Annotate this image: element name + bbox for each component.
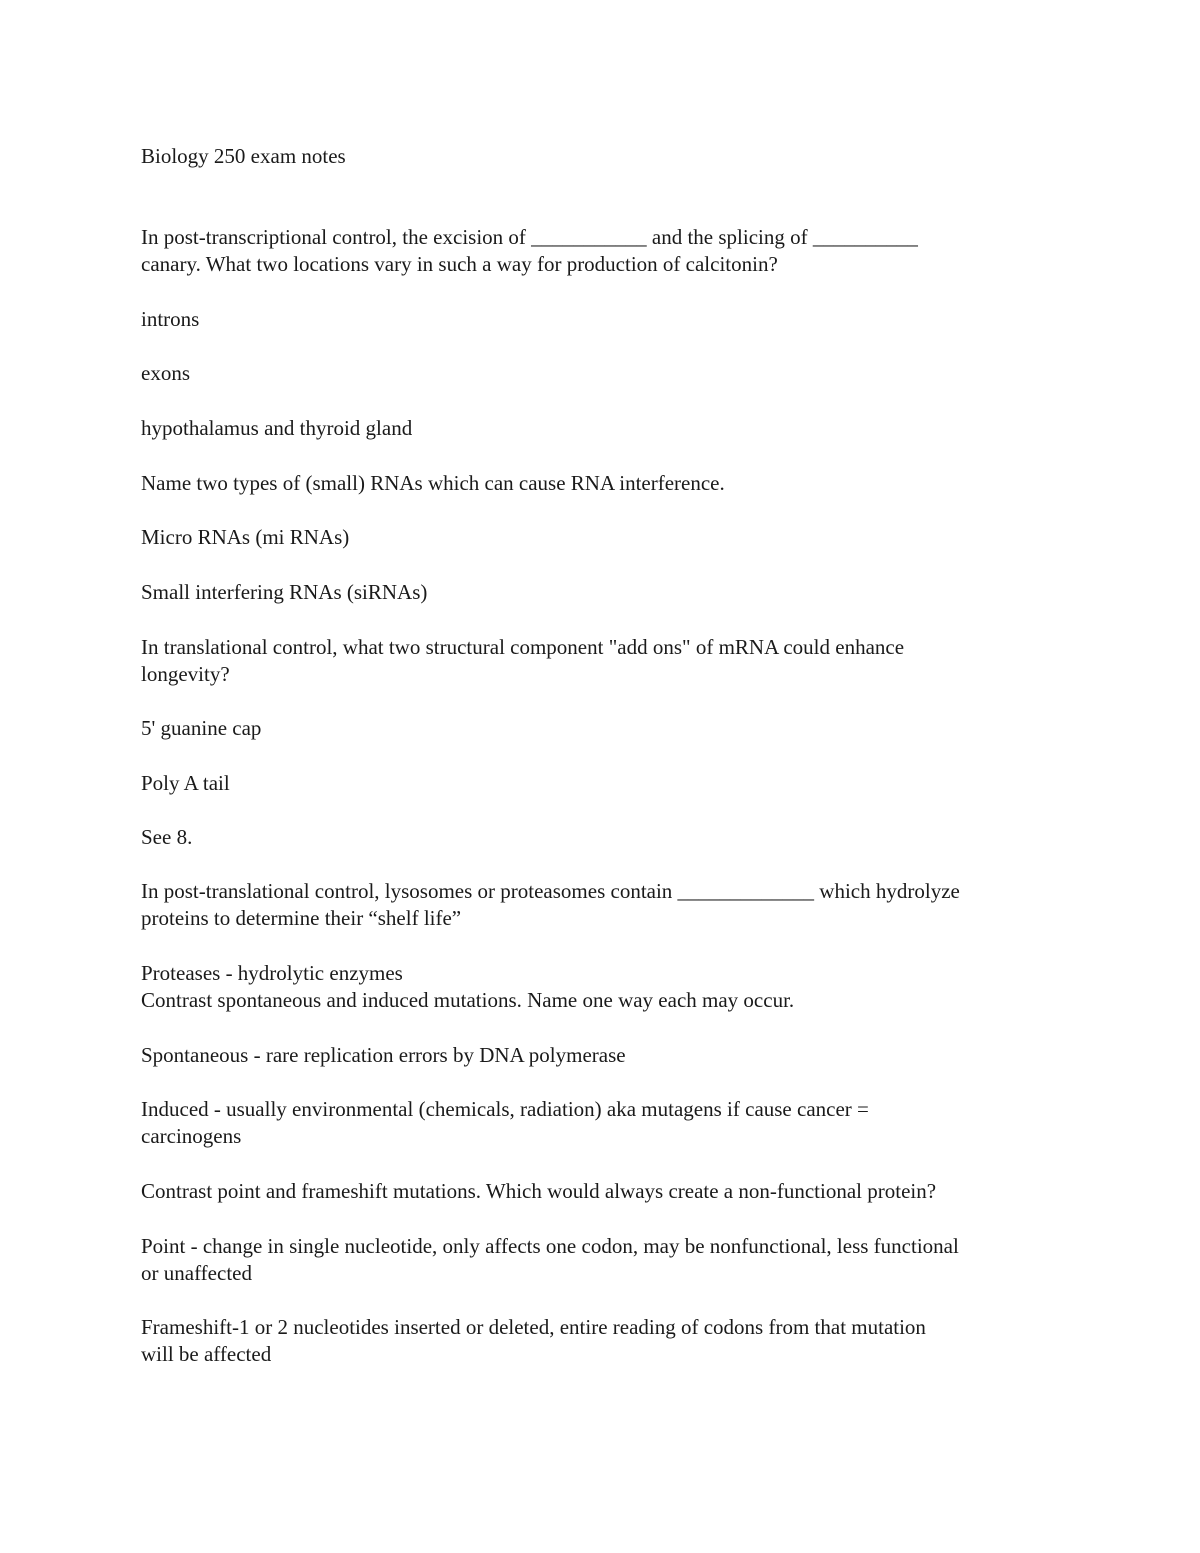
answer-introns: introns (141, 307, 200, 331)
question-2: Name two types of (small) RNAs which can cause RNA interference. (141, 471, 725, 495)
question-4-line-2: proteins to determine their “shelf life” (141, 906, 462, 930)
answer-point-line-1: Point - change in single nucleotide, only affects one codon, may be nonfunctional, less functional (141, 1234, 959, 1258)
question-1-line-1: In post-transcriptional control, the excision of ___________ and the splicing of __________ (141, 225, 918, 249)
answer-exons: exons (141, 361, 190, 385)
answer-spontaneous: Spontaneous - rare replication errors by DNA polymerase (141, 1043, 626, 1067)
answer-frameshift-line-1: Frameshift-1 or 2 nucleotides inserted or deleted, entire reading of codons from that mutation (141, 1315, 926, 1339)
answer-frameshift-line-2: will be affected (141, 1342, 272, 1366)
answer-proteases: Proteases - hydrolytic enzymes (141, 961, 403, 985)
question-6: Contrast point and frameshift mutations. Which would always create a non-functional protein? (141, 1179, 937, 1203)
answer-sirnas: Small interfering RNAs (siRNAs) (141, 580, 428, 604)
question-1-line-2: canary. What two locations vary in such a way for production of calcitonin? (141, 252, 778, 276)
question-4-line-1: In post-translational control, lysosomes or proteasomes contain _____________ which hydrolyze (141, 879, 960, 903)
question-3-line-2: longevity? (141, 662, 230, 686)
see-note: See 8. (141, 825, 193, 849)
answer-induced-line-1: Induced - usually environmental (chemicals, radiation) aka mutagens if cause cancer = (141, 1097, 869, 1121)
answer-point-line-2: or unaffected (141, 1261, 252, 1285)
answer-mirnas: Micro RNAs (mi RNAs) (141, 525, 350, 549)
question-3-line-1: In translational control, what two structural component "add ons" of mRNA could enhance (141, 635, 905, 659)
answer-locations: hypothalamus and thyroid gland (141, 416, 413, 440)
answer-poly-a-tail: Poly A tail (141, 771, 230, 795)
answer-induced-line-2: carcinogens (141, 1124, 242, 1148)
question-5: Contrast spontaneous and induced mutations. Name one way each may occur. (141, 988, 795, 1012)
document-title: Biology 250 exam notes (141, 144, 346, 168)
answer-guanine-cap: 5' guanine cap (141, 716, 262, 740)
